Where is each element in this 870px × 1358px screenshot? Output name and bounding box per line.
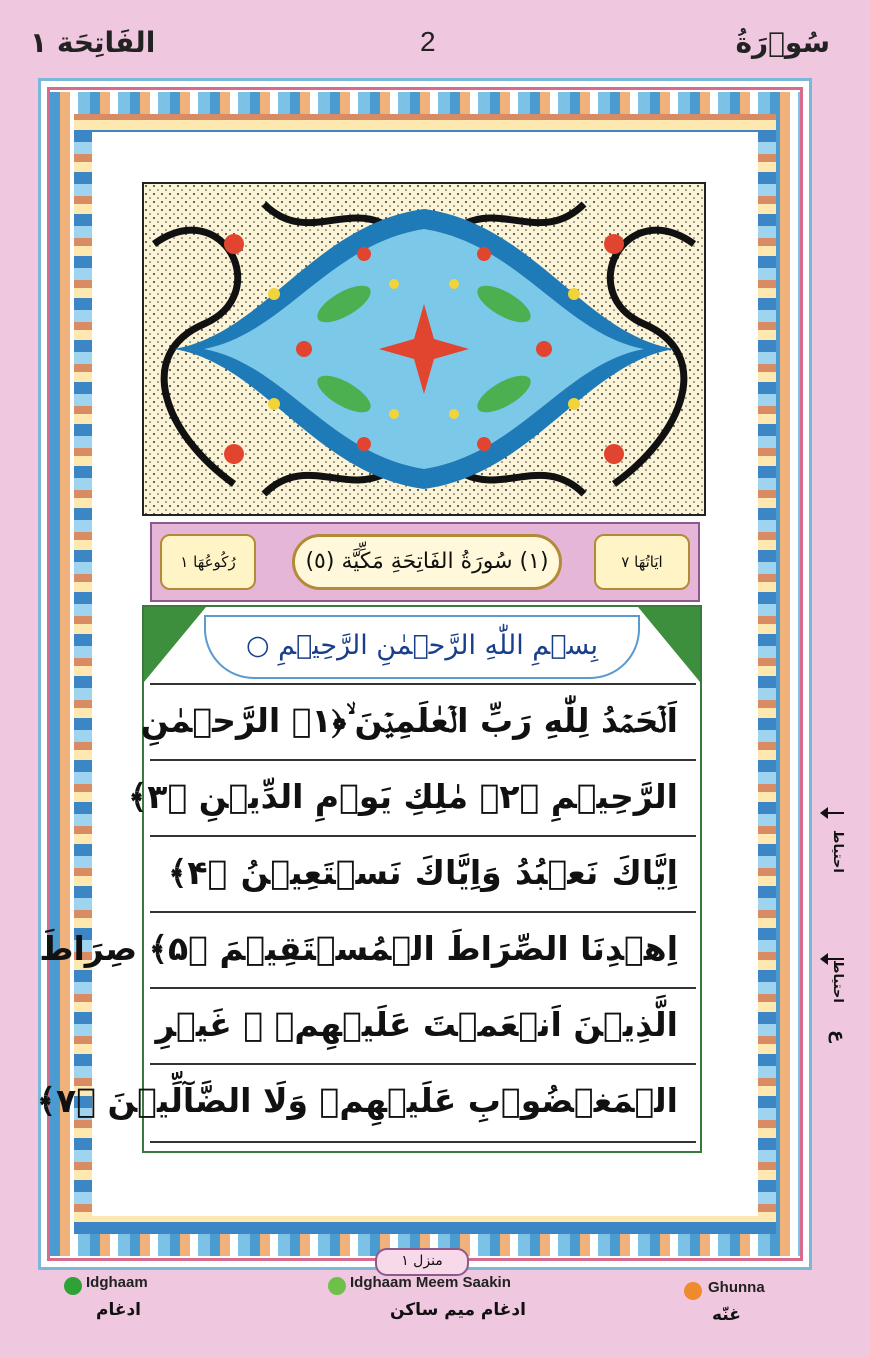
verse-line: الرَّحِيۡمِ ﴿۲﴾ مٰلِكِ يَوۡمِ الدِّيۡنِ ﴿۳﴾ (150, 759, 696, 835)
verse-line: الۡمَغۡضُوۡبِ عَلَيۡهِمۡ وَلَا الضَّآلِّيۡنَ ﴿۷﴾ (150, 1063, 696, 1143)
corner-ornament-left (144, 607, 206, 682)
quran-text-panel (36, 605, 702, 1153)
surah-title: (١) سُورَةُ الفَاتِحَةِ مَكِّيَّة (٥) (292, 534, 562, 590)
legend-dot-idghaam (64, 1277, 82, 1295)
ihtiyat-note: احتياط (830, 960, 845, 1003)
legend-dot-ghunna (684, 1282, 702, 1300)
legend-urdu: ادغام (96, 1300, 142, 1320)
ruku-mark: ع (828, 1030, 849, 1043)
verse-line: اِهۡدِنَا الصِّرَاطَ الۡمُسۡتَقِيۡمَ ﴿۵﴾ صِرَاطَ (150, 911, 696, 987)
corner-ornament-right (638, 607, 700, 682)
ruku-count-box: رُكُوعُهَا ١ (160, 534, 256, 590)
verse-line: الَّذِيۡنَ اَنۡعَمۡتَ عَلَيۡهِمۡ ۙ غَيۡرِ (150, 987, 696, 1063)
legend-label: Idghaam Meem Saakin (350, 1274, 511, 1291)
verse-line: اِيَّاكَ نَعۡبُدُ وَاِيَّاكَ نَسۡتَعِيۡنُ ﴿۴﴾ (150, 835, 696, 911)
legend-label: Ghunna (708, 1279, 765, 1296)
illuminated-headpiece (142, 182, 706, 516)
arrow-icon (822, 812, 844, 814)
surah-title-band (150, 522, 700, 602)
arrow-icon (822, 958, 844, 960)
surah-name-header: الفَاتِحَة ١ (30, 26, 156, 59)
ihtiyat-note: احتياط (830, 830, 845, 873)
ayat-count-box: ايَاتُهَا ٧ (594, 534, 690, 590)
manzil-label: منزل ١ (375, 1248, 469, 1276)
floral-medallion (144, 184, 704, 514)
basmala: بِسۡمِ اللّٰهِ الرَّحۡمٰنِ الرَّحِيۡمِ ○ (204, 615, 640, 679)
legend-urdu: غنّه (712, 1305, 741, 1325)
legend-urdu: ادغام میم ساکن (390, 1300, 526, 1320)
page-number: 2 (420, 26, 436, 57)
surah-word: سُوۡرَةُ (735, 26, 830, 59)
legend-label: Idghaam (86, 1274, 148, 1291)
legend-dot-idghaam-meem (328, 1277, 346, 1295)
verse-line: اَلۡحَمۡدُ لِلّٰهِ رَبِّ الۡعٰلَمِيۡنَ ۙ﴿۱﴾ الرَّحۡمٰنِ (150, 683, 696, 759)
